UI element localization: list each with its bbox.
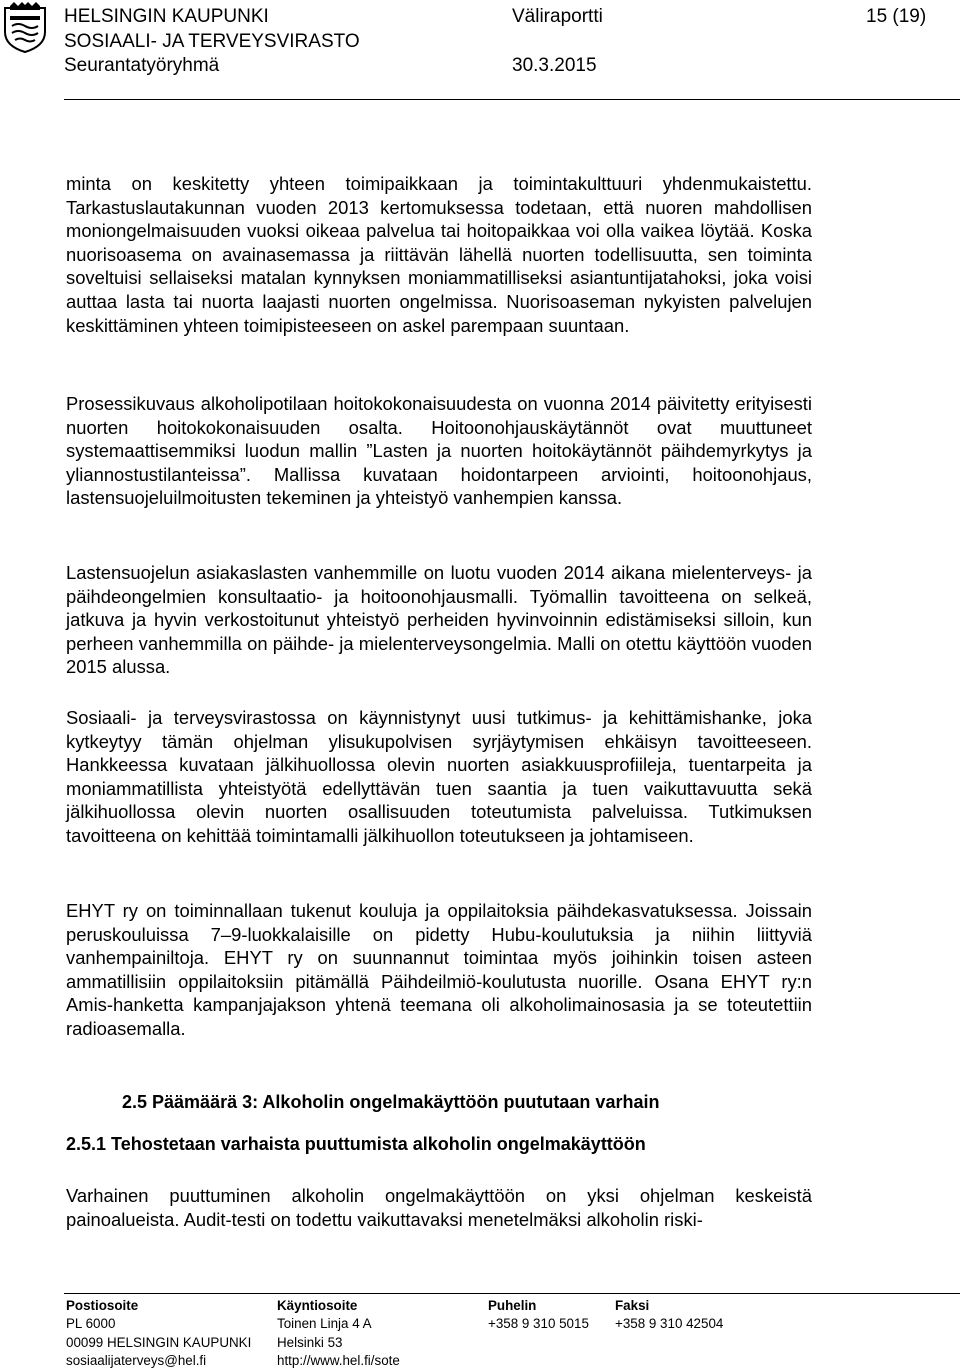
footer-divider [64, 1293, 960, 1294]
footer-postal-line: PL 6000 [66, 1316, 116, 1332]
section-heading: 2.5 Päämäärä 3: Alkoholin ongelmakäyttöön puututaan varhain [122, 1092, 660, 1112]
header-department: SOSIAALI- JA TERVEYSVIRASTO [64, 31, 360, 52]
paragraph-research-project: Sosiaali- ja terveysvirastossa on käynnistynyt uusi tutkimus- ja kehittämishanke, joka kytkeytyy tämän ohjelman ylisukupolvisen syrjäytymisen ehkäisyn tavoitteeseen. Hankkeessa kuvataan jälkihuollossa olevin nuorten asiakkuusprofiileja, tuentarpeita ja moniammatillista yhteistyötä edellyttävän tuen saantia ja tuen vaikuttavuutta sekä jälkihuollossa olevin nuorten osallisuuden toteutumista palveluissa. Tutkimuksen tavoitteena on kehittää toimintamalli jälkihuollon toteutukseen ja johtamiseen. [66, 707, 812, 846]
header-divider [64, 99, 960, 100]
paragraph-child-welfare: Lastensuojelun asiakaslasten vanhemmille on luotu vuoden 2014 aikana mielenterveys- ja päihdeongelmien konsultaatio- ja hoitoonohjausmalli. Työmallin tavoitteena on selkeä, jatkuva ja hyvin verkostoitunut yhteistyö perheiden hyvinvoinnin edistämiseksi silloin, kun perheen vanhemmilla on päihde- ja mielenterveysongelmia. Malli on otettu käyttöön vuoden 2015 alussa. [66, 562, 812, 678]
footer-phone-label: Puhelin [488, 1298, 537, 1313]
footer-visiting-label: Käyntiosoite [277, 1298, 358, 1313]
paragraph-ehyt: EHYT ry on toiminnallaan tukenut kouluja ja oppilaitoksia päihdekasvatuksessa. Joissain peruskouluissa 7–9-luokkalaisille on pidetty Hubu-koulutuksia ja niihin liittyviä vanhempainiltoja. EHYT ry on suunnannut toimintaa myös joihinkin toisen asteen ammatillisiin oppilaitoksiin pitämällä Päihdeilmiö-koulutusta nuorille. Osana EHYT ry:n Amis-hanketta kampanjajakson yhtenä teemana oli alkoholimainosasia ja se toteutettiin radioasemalla. [66, 900, 812, 1039]
subsection-heading: 2.5.1 Tehostetaan varhaista puuttumista alkoholin ongelmakäyttöön [66, 1134, 646, 1154]
helsinki-crest-logo [2, 2, 48, 54]
footer-phone-number: +358 9 310 5015 [488, 1316, 589, 1332]
header-date: 30.3.2015 [512, 55, 597, 76]
footer-postal-label: Postiosoite [66, 1298, 139, 1313]
footer-visiting-line: Toinen Linja 4 A [277, 1316, 372, 1332]
footer-website-link[interactable]: http://www.hel.fi/sote [277, 1353, 400, 1369]
footer-fax [615, 1297, 723, 1334]
paragraph-early-intervention: Varhainen puuttuminen alkoholin ongelmakäyttöön on yksi ohjelman keskeistä painoalueista. Audit-testi on todettu vaikuttavaksi menetelmäksi alkoholin riski- [66, 1185, 812, 1230]
paragraph-youth-station: minta on keskitetty yhteen toimipaikkaan ja toimintakulttuuri yhdenmukaistettu. Tarkastuslautakunnan vuoden 2013 kertomuksessa todetaan, että nuoren mahdollisen moniongelmaisuuden vuoksi oikeaa palvelua tai hoitopaikkaa voi olla vaikea löytää. Koska nuorisoasema on avainasemassa ja riittävän lähellä nuorten todellisuutta, sen toiminta soveltuisi sellaiseksi matalan kynnyksen moniammatilliseksi asiantuntijatahoksi, joka voisi auttaa lasta tai nuorta laajasti nuorten ongelmissa. Nuorisoaseman nykyisten palvelujen keskittäminen yhteen toimipisteeseen on askel parempaan suuntaan. [66, 173, 812, 336]
paragraph-process-description: Prosessikuvaus alkoholipotilaan hoitokokonaisuudesta on vuonna 2014 päivitetty erityisesti nuorten hoitokokonaisuuden osalta. Hoitoonohjauskäytännöt ovat muuttuneet systemaattisemmiksi luodun mallin ”Lasten ja nuorten hoitokäytännöt päihdemyrkytys ja yliannostustilanteissa”. Mallissa kuvataan hoidontarpeen arviointi, hoitoonohjaus, lastensuojeluilmoitusten tekeminen ja yhteistyö vanhempien kanssa. [66, 393, 812, 509]
footer-visiting-line: Helsinki 53 [277, 1334, 343, 1350]
footer-fax-number: +358 9 310 42504 [615, 1316, 724, 1332]
header-group: Seurantatyöryhmä [64, 55, 220, 76]
footer-fax-label: Faksi [615, 1298, 650, 1313]
header-organization: HELSINGIN KAUPUNKI [64, 6, 269, 27]
footer-postal-line: 00099 HELSINGIN KAUPUNKI [66, 1334, 252, 1350]
header-doc-type: Väliraportti [512, 6, 603, 27]
footer-phone [488, 1297, 589, 1334]
footer-email[interactable]: sosiaalijaterveys@hel.fi [66, 1353, 207, 1369]
page-number: 15 (19) [866, 6, 927, 27]
